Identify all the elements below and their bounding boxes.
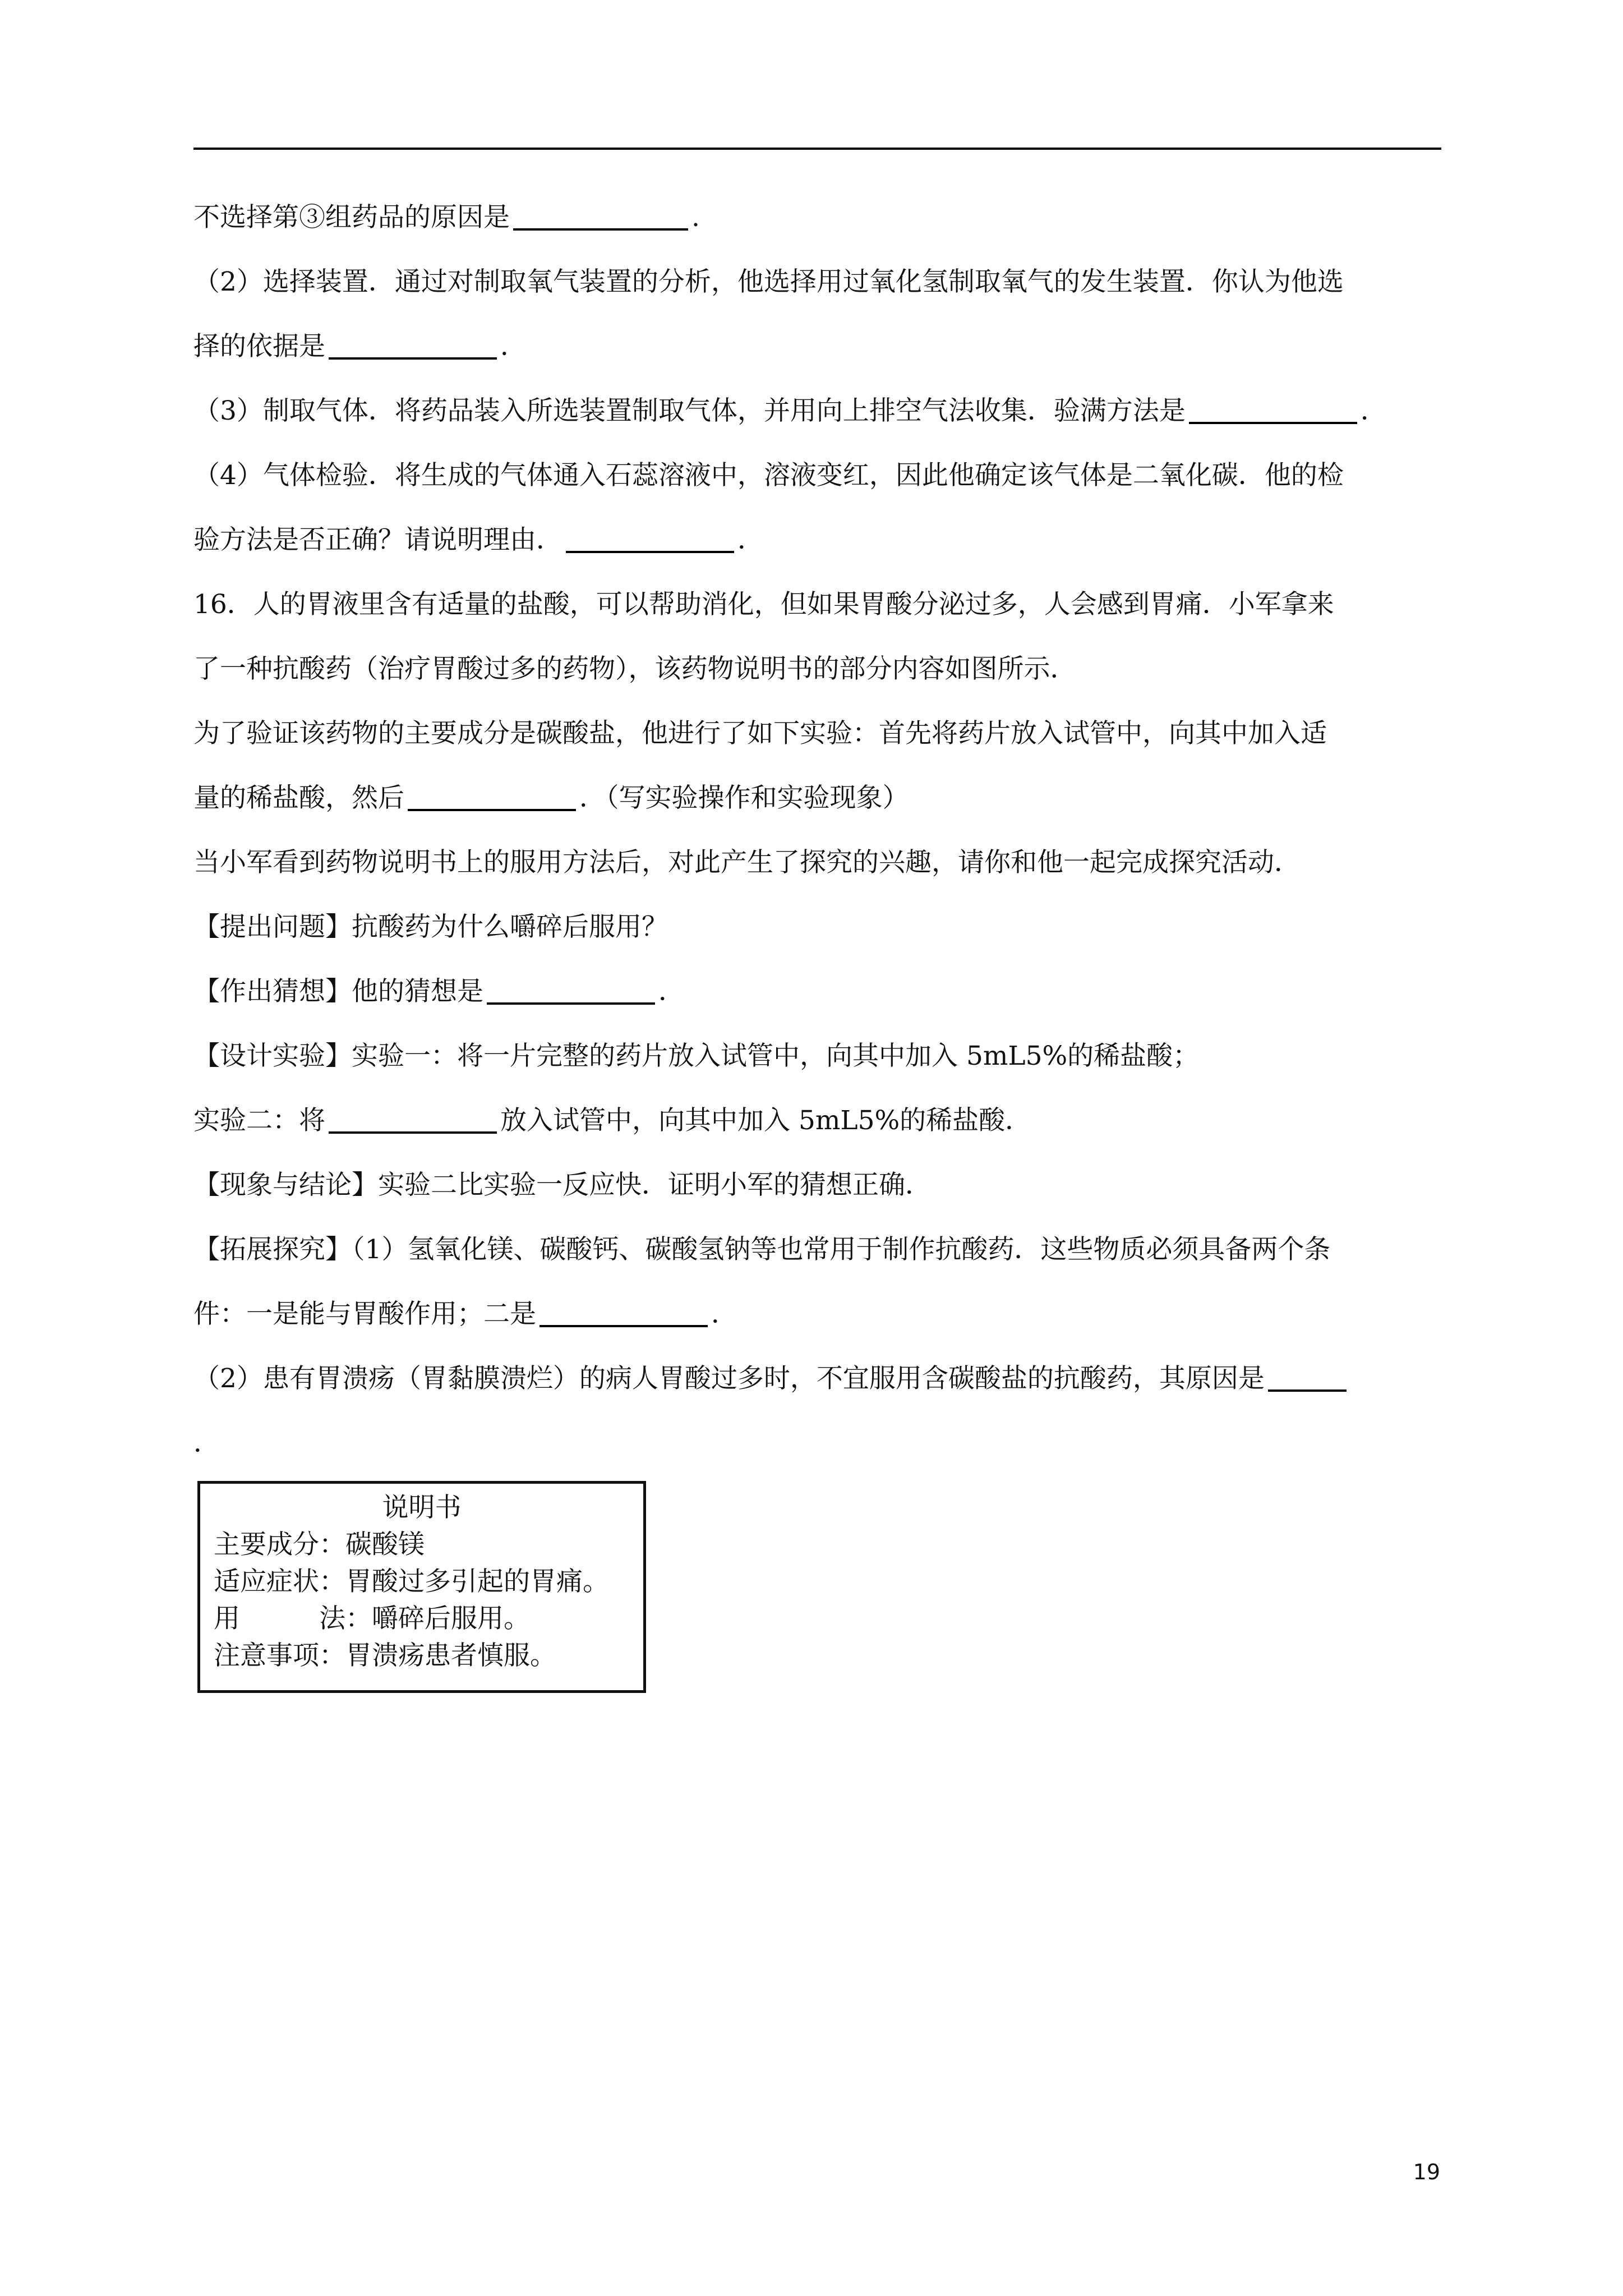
- medicine-instructions-box: [197, 1481, 646, 1693]
- text-line: ．: [193, 1428, 220, 1458]
- text-line: 择的依据是 ．: [193, 314, 1441, 379]
- answer-blank[interactable]: [329, 329, 497, 360]
- instructions-row: 注意事项：胃溃疡患者慎服。: [214, 1640, 556, 1671]
- instructions-row: 适应症状：胃酸过多引起的胃痛。: [214, 1566, 609, 1597]
- answer-blank[interactable]: [329, 1103, 497, 1134]
- answer-blank[interactable]: [513, 200, 688, 231]
- answer-blank[interactable]: [566, 523, 734, 553]
- text-line: 当小军看到药物说明书上的服用方法后，对此产生了探究的兴趣，请你和他一起完成探究活动．: [193, 847, 1301, 878]
- answer-blank[interactable]: [1189, 394, 1357, 424]
- answer-blank[interactable]: [487, 974, 655, 1005]
- page-body: [193, 185, 1441, 1475]
- text-line: （2）患有胃溃疡（胃黏膜溃烂）的病人胃酸过多时，不宜服用含碳酸盐的抗酸药，其原因是: [193, 1346, 1441, 1411]
- instructions-row: 用 法：嚼碎后服用。: [214, 1603, 530, 1634]
- text-line: 实验二：将 放入试管中，向其中加入 5mL5%的稀盐酸．: [193, 1088, 1441, 1153]
- text-line: （2）选择装置．通过对制取氧气装置的分析，他选择用过氧化氢制取氧气的发生装置．你认为他选: [193, 266, 1344, 297]
- answer-blank[interactable]: [408, 781, 576, 811]
- instructions-title: 说明书: [382, 1492, 462, 1523]
- text-line: 【拓展探究】（1）氢氧化镁、碳酸钙、碳酸氢钠等也常用于制作抗酸药．这些物质必须具备两个条: [193, 1234, 1331, 1265]
- text-line: （3）制取气体．将药品装入所选装置制取气体，并用向上排空气法收集．验满方法是 ．: [193, 379, 1441, 443]
- text-line: （4）气体检验．将生成的气体通入石蕊溶液中，溶液变红，因此他确定该气体是二氧化碳．他的检: [193, 460, 1344, 491]
- instructions-row: 主要成分：碳酸镁: [214, 1529, 425, 1560]
- answer-blank[interactable]: [1268, 1361, 1347, 1392]
- text-line: 件：一是能与胃酸作用；二是 ．: [193, 1282, 1441, 1346]
- text-line: 量的稀盐酸，然后 ．（写实验操作和实验现象）: [193, 766, 1441, 830]
- header-rule: [193, 148, 1441, 150]
- text-line: 【现象与结论】实验二比实验一反应快．证明小军的猜想正确．: [193, 1170, 932, 1200]
- answer-blank[interactable]: [540, 1297, 708, 1327]
- text-line: 不选择第③组药品的原因是 .: [193, 185, 1441, 250]
- text-line: 16．人的胃液里含有适量的盐酸，可以帮助消化，但如果胃酸分泌过多，人会感到胃痛．小军拿来: [193, 589, 1334, 620]
- text-line: 了一种抗酸药（治疗胃酸过多的药物），该药物说明书的部分内容如图所示．: [193, 654, 1077, 684]
- page-number: 19: [1413, 2160, 1440, 2184]
- text-line: 【提出问题】抗酸药为什么嚼碎后服用？: [193, 912, 668, 942]
- text-line: 验方法是否正确？请说明理由． ．: [193, 508, 1441, 572]
- text-line: 【作出猜想】他的猜想是 ．: [193, 959, 1441, 1024]
- text-line: 为了验证该药物的主要成分是碳酸盐，他进行了如下实验：首先将药片放入试管中，向其中加入适: [193, 718, 1327, 749]
- text-line: 【设计实验】实验一：将一片完整的药片放入试管中，向其中加入 5mL5%的稀盐酸；: [193, 1041, 1200, 1071]
